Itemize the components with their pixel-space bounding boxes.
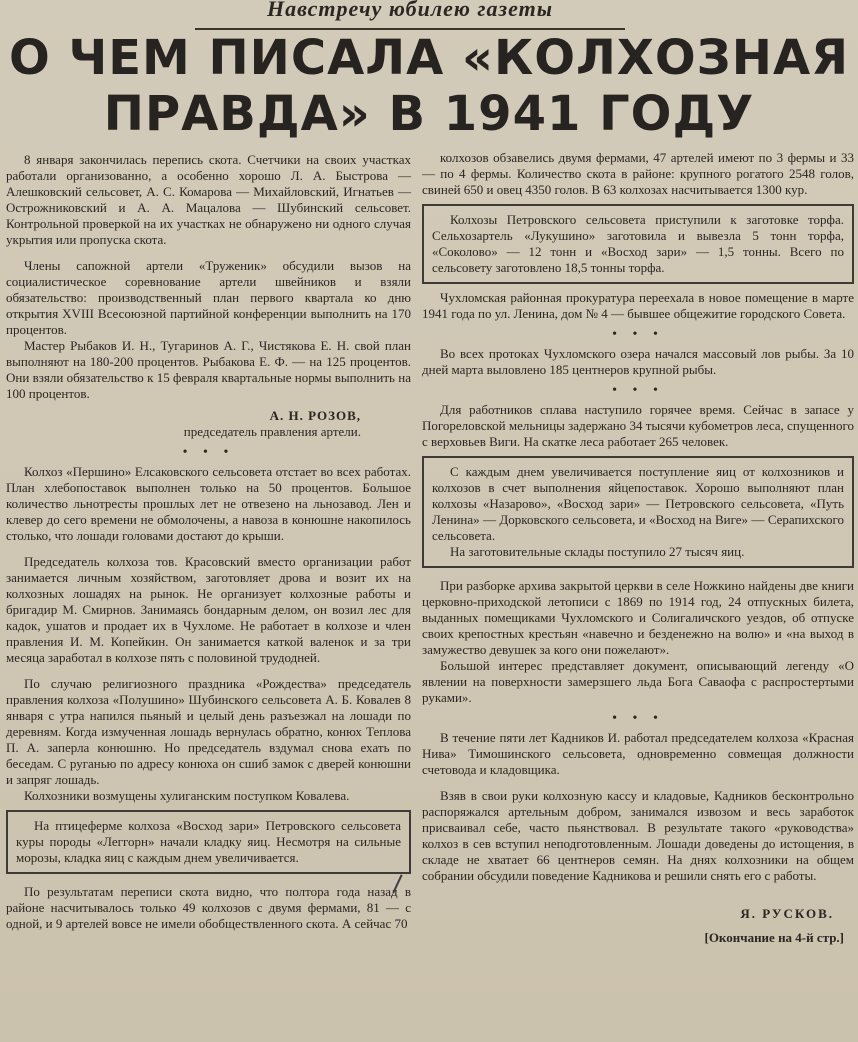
continuation-note: [Окончание на 4-й стр.] [704,930,844,945]
paragraph: Большой интерес представляет документ, описывающий легенду «О явлении на поверхности замерзшего льда Бога Саваофа с распростертыми руками». [422,658,854,705]
paragraph: По результатам переписи скота видно, что полтора года назад в районе насчитывалось только 49 колхозов с двумя фермами, 81 — с одной, и 9 артелей вовсе не имели обобществленного скота. А сейчас 70 [6,884,411,931]
paragraph: 8 января закончилась перепись скота. Счетчики на своих участках работали организованно, а особенно хорошо Л. А. Быстрова — Алешковский сельсовет, А. С. Комарова — Михайловский, Игнатьев — Острожниковский и А. А. Мацалова — Шубинский сельсовет. Контрольной проверкой на их участках не обнаружено ни одного случая укрытия или пропуска скота. [6,152,411,247]
paragraph: В течение пяти лет Кадников И. работал председателем колхоза «Красная Нива» Тимошинского сельсовета, одновременно совмещая должности счетовода и кладовщика. [422,730,854,777]
section-separator: • • • [612,711,664,726]
boxed-note-text: С каждым днем увеличивается поступление яиц от колхозников и колхозов в счет выполнения яйцепоставок. Хорошо выполняют план колхозы «Назарово», «Восход зари» — Петровского сельсовета, «Путь Ленина» — Дорковского сельсовета, и «Восход на Виге» — Серапихского сельсовета. [432,464,844,543]
paragraph: Мастер Рыбаков И. Н., Тугаринов А. Г., Чистякова Е. Н. свой план выполняют на 180-200 процентов. Рыбакова Е. Ф. — на 125 процентов. Они взяли обязательство к 15 февраля квартальные нормы выполнить на 100 процентов. [6,338,411,401]
boxed-note-text: На птицеферме колхоза «Восход зари» Петровского сельсовета куры породы «Леггорн» начали кладку яиц. Несмотря на сильные морозы, кладка яиц с каждым днем увеличивается. [16,818,401,865]
paragraph: Во всех протоках Чухломского озера начался массовый лов рыбы. За 10 дней марта выловлено 185 центнеров крупной рыбы. [422,346,854,377]
boxed-note [6,810,411,874]
section-separator: • • • [612,327,664,342]
signature-name: А. Н. РОЗОВ, [269,408,361,423]
rubric [195,0,625,30]
headline-line-2: ПРАВДА» В 1941 ГОДУ [103,86,755,142]
paragraph: При разборке архива закрытой церкви в селе Ножкино найдены две книги церковно-приходской летописи с 1869 по 1914 год, 24 отпускных билета, выданных помещиками Чухломского и Солигаличского уездов, об отпуске своих крепостных крестьян «навечно и безденежно на волю» и «на выход в замужество девушек за кого они пожелают». [422,578,854,657]
left-column [6,152,411,932]
section-separator: • • • [612,383,664,398]
boxed-note [422,456,854,568]
signature-name: Я. РУСКОВ. [740,906,834,921]
paragraph: Колхоз «Першино» Елсаковского сельсовета отстает во всех работах. План хлебопоставок выполнен только на 50 процентов. Большое количество льнотресты прошлых лет не отвезено на льнозавод. Лен и клевер до сего времени не обмолочены, а навоза в конюшне накопилось столько, что лошади головами достают до крыши. [6,464,411,543]
paragraph: Для работников сплава наступило горячее время. Сейчас в запасе у Погореловской мельницы задержано 34 тысячи кубометров леса, спущенного с верховьев Виги. На скатке леса работает 265 человек. [422,402,854,449]
paragraph: Чухломская районная прокуратура переехала в новое помещение в марте 1941 года по ул. Ленина, дом № 4 — бывшее общежитие городского Совета. [422,290,854,321]
paragraph: Члены сапожной артели «Труженик» обсудили вызов на социалистическое соревнование артели швейников и взяли обязательство: производственный план первого квартала ко дню открытия XVIII Всесоюзной партийной конференции выполнить на 170 процентов. [6,258,411,337]
boxed-note [422,204,854,284]
signature-role: председатель правления артели. [183,424,361,439]
rubric-text: Навстречу юбилею газеты [267,0,553,21]
paragraph: Взяв в свои руки колхозную кассу и кладовые, Кадников бесконтрольно распоряжался артельным добром, занимался извозом и весь заработок присваивал себе, часто пьянствовал. В результате такого «руководства» колхоз в сев вступил неподготовленным. Лошади доведены до истощения, в складе не хватает 66 центнеров семян. На днях колхозники на общем собрании обсудили поведение Кадникова и решили снять его с работы. [422,788,854,883]
headline-line-1: О ЧЕМ ПИСАЛА «КОЛХОЗНАЯ [8,30,850,86]
right-column [422,150,854,946]
paragraph: Председатель колхоза тов. Красовский вместо организации работ занимается личным хозяйством, заготовляет дрова и возит их на колхозных лошадях на рынок. Не организует колхозные работы и бригадир М. Смирнов. Занимаясь бондарным делом, он возил лес для кадок, ушатов и продает их в Чухломе. Не работает в колхозе и член правления И. М. Копейкин. Он занимается каткой валенок и за три месяца заработал в колхозе пять с половиной трудодней. [6,554,411,665]
boxed-note-text: Колхозы Петровского сельсовета приступили к заготовке торфа. Сельхозартель «Лукушино» заготовила и вывезла 5 тонн торфа, «Соколово» — 12 тонн и «Восход зари» — 1,5 тонны. Всего по сельсовету заготовлено 18,5 тонны торфа. [432,212,844,275]
paragraph: По случаю религиозного праздника «Рождества» председатель правления колхоза «Полушино» Шубинского сельсовета А. Б. Ковалев 8 января с утра напился пьяный и целый день разъезжал на лошади по деревням. Когда измученная лошадь вернулась обратно, конюх Теплова П. А. заперла конюшню. Но председатель вздумал снова ехать по беседам. С руганью по адресу конюха он сшиб замок с дверей конюшни и запряг лошадь. [6,676,411,787]
paragraph: Колхозники возмущены хулиганским поступком Ковалева. [24,788,350,803]
boxed-note-text: На заготовительные склады поступило 27 тысяч яиц. [450,544,745,559]
paragraph: колхозов обзавелись двумя фермами, 47 артелей имеют по 3 фермы и 33 — по 4 фермы. Количество скота в районе: крупного рогатого 2548 голов, свиней 650 и овец 4350 голов. В 63 колхозах насчитывается 1300 кур. [422,150,854,197]
section-separator: • • • [182,445,235,460]
